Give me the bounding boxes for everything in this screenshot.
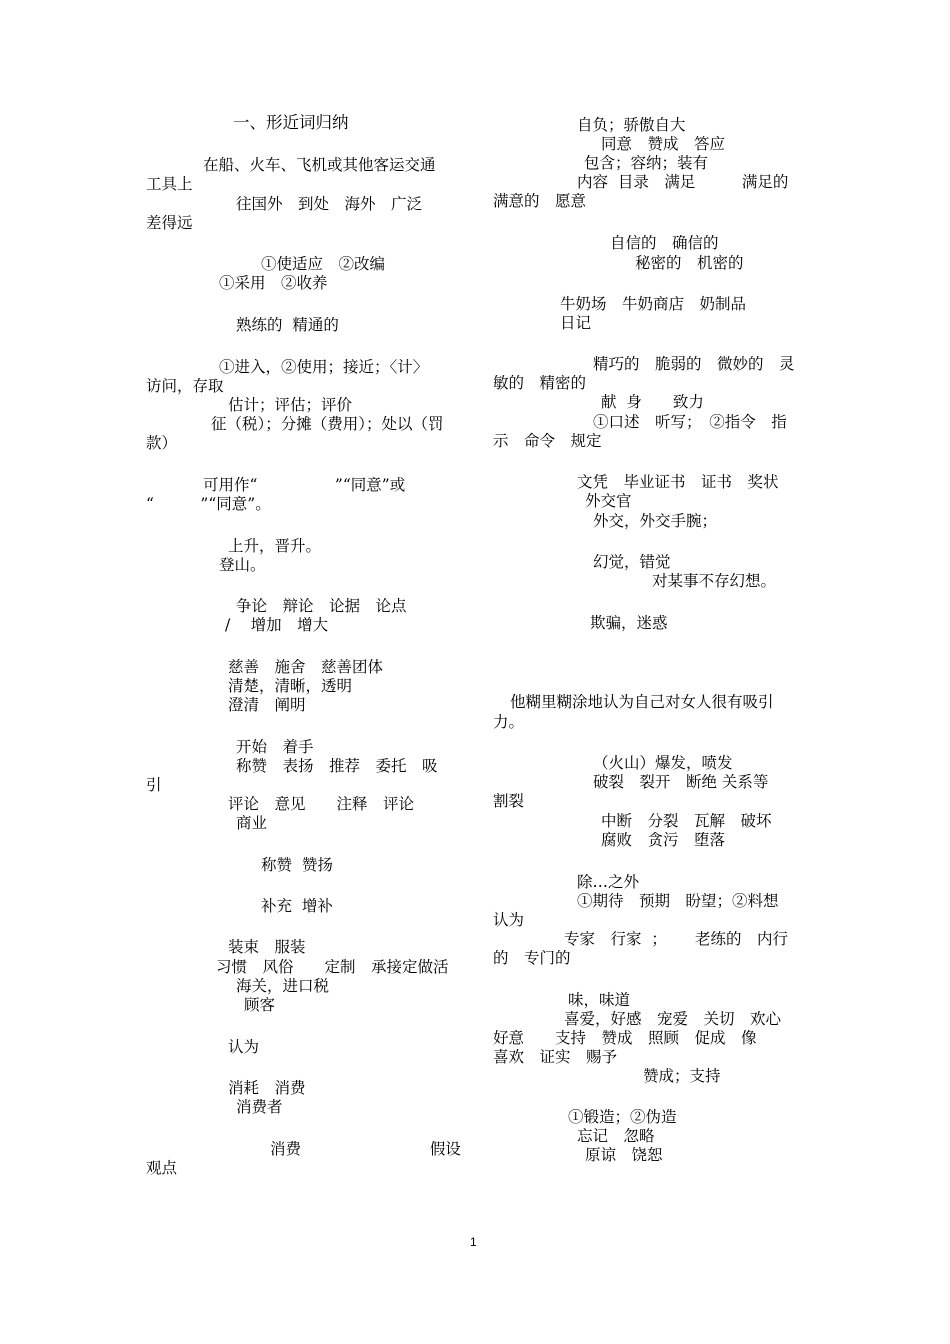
entry-line: 文凭 毕业证书 证书 奖状 <box>577 473 779 491</box>
entry-line: 割裂 <box>493 792 525 810</box>
entry-line: 争论 辩论 论据 论点 <box>236 597 407 615</box>
entry-line: 消耗 消费 <box>228 1079 306 1097</box>
entry-line: 味，味道 <box>568 991 631 1009</box>
entry-line: 工具上 <box>146 175 193 193</box>
entry-line: 腐败 贪污 堕落 <box>601 831 726 849</box>
entry-line: 称赞 表扬 推荐 委托 吸 <box>236 757 438 775</box>
entry-line: 日记 <box>560 314 592 332</box>
entry-line: 同意 赞成 答应 <box>601 135 726 153</box>
entry-line: 补充 增补 <box>261 897 333 915</box>
entry-line: 献 身 致力 <box>601 393 704 411</box>
entry-line: / 增加 增大 <box>225 616 329 634</box>
entry-line: 认为 <box>228 1038 260 1056</box>
entry-line: 好意 支持 赞成 照顾 促成 像 <box>493 1029 757 1047</box>
entry-line: 评论 意见 注释 评论 <box>228 795 415 813</box>
entry-line: 精巧的 脆弱的 微妙的 灵 <box>593 355 795 373</box>
entry-line: 熟练的 精通的 <box>236 316 339 334</box>
entry-line: 澄清 阐明 <box>228 696 306 714</box>
entry-line: 可用作“ ”“同意”或 <box>203 476 406 494</box>
entry-line: 顾客 <box>244 996 276 1014</box>
entry-line: 敏的 精密的 <box>493 374 587 392</box>
entry-line: 赞成；支持 <box>643 1067 721 1085</box>
entry-line: 慈善 施舍 慈善团体 <box>228 658 384 676</box>
entry-line: 开始 着手 <box>236 738 314 756</box>
entry-line: 消费 假设 <box>270 1140 461 1158</box>
entry-line: 观点 <box>146 1159 178 1177</box>
section-heading: 一、形近词归纳 <box>233 113 349 132</box>
entry-line: ①进入，②使用；接近；〈计〉 <box>219 358 429 376</box>
entry-line: 习惯 风俗 定制 承接定做活 <box>216 958 449 976</box>
entry-line: 自负；骄傲自大 <box>577 116 686 134</box>
entry-line: 忘记 忽略 <box>577 1127 655 1145</box>
entry-line: 牛奶场 牛奶商店 奶制品 <box>560 295 747 313</box>
entry-line: 满意的 愿意 <box>493 192 587 210</box>
entry-line: 除…之外 <box>577 873 640 891</box>
entry-line: 款） <box>146 434 178 452</box>
entry-line: ①期待 预期 盼望；②料想 <box>577 892 779 910</box>
entry-line: 他糊里糊涂地认为自己对女人很有吸引 <box>510 693 774 711</box>
entry-line: 欺骗，迷惑 <box>590 614 668 632</box>
entry-line: 幻觉，错觉 <box>593 553 671 571</box>
entry-line: 称赞 赞扬 <box>261 856 333 874</box>
entry-line: 在船、火车、飞机或其他客运交通 <box>203 156 436 174</box>
entry-line: 的 专门的 <box>493 949 571 967</box>
entry-line: 引 <box>146 776 162 794</box>
entry-line: 示 命令 规定 <box>493 432 602 450</box>
entry-line: 访问，存取 <box>146 377 224 395</box>
entry-line: 装束 服装 <box>228 938 306 956</box>
entry-line: 包含；容纳；装有 <box>584 154 709 172</box>
entry-line: 上升，晋升。 <box>228 537 322 555</box>
entry-line: 原谅 饶恕 <box>585 1146 663 1164</box>
entry-line: 破裂 裂开 断绝 关系等 <box>593 773 769 791</box>
entry-line: 专家 行家 ； 老练的 内行 <box>564 930 789 948</box>
entry-line: ①口述 听写； ②指令 指 <box>593 413 787 431</box>
entry-line: 对某事不存幻想。 <box>652 572 777 590</box>
entry-line: 登山。 <box>219 556 266 574</box>
entry-line: 喜欢 证实 赐予 <box>493 1048 618 1066</box>
entry-line: 海关，进口税 <box>236 977 330 995</box>
page-number: 1 <box>470 1235 477 1249</box>
entry-line: 认为 <box>493 911 525 929</box>
entry-line: 自信的 确信的 <box>610 234 719 252</box>
entry-line: ①使适应 ②改编 <box>261 255 386 273</box>
entry-line: 估计；评估；评价 <box>228 396 353 414</box>
entry-line: ①锻造；②伪造 <box>568 1108 677 1126</box>
entry-line: 差得远 <box>146 214 193 232</box>
entry-line: 力。 <box>493 713 525 731</box>
entry-line: 清楚，清晰，透明 <box>228 677 353 695</box>
entry-line: （火山）爆发，喷发 <box>593 754 733 772</box>
entry-line: 秘密的 机密的 <box>635 254 744 272</box>
entry-line: 消费者 <box>236 1098 283 1116</box>
entry-line: “ ”“同意”。 <box>146 495 271 513</box>
entry-line: 商业 <box>236 814 268 832</box>
entry-line: 内容 目录 满足 满足的 <box>577 173 789 191</box>
entry-line: 中断 分裂 瓦解 破坏 <box>601 812 772 830</box>
entry-line: ①采用 ②收养 <box>219 274 328 292</box>
entry-line: 往国外 到处 海外 广泛 <box>236 195 423 213</box>
entry-line: 外交，外交手腕； <box>593 512 718 530</box>
entry-line: 外交官 <box>585 492 632 510</box>
entry-line: 征（税）；分摊（费用）；处以（罚 <box>211 415 444 433</box>
entry-line: 喜爱，好感 宠爱 关切 欢心 <box>564 1010 782 1028</box>
